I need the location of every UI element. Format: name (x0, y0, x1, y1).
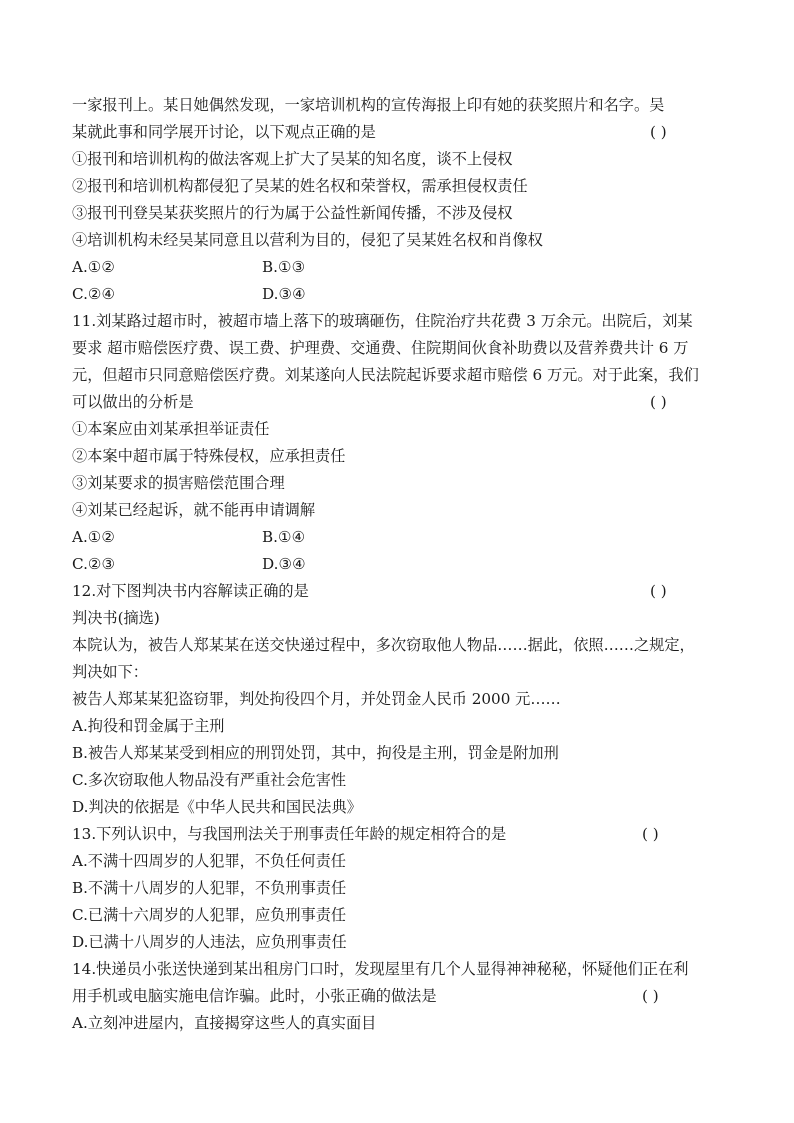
judgment-text: 本院认为，被告人郑某某在送交快递过程中，多次窃取他人物品……据此，依照……之规定， (72, 636, 695, 654)
statement-item: ②报刊和培训机构都侵犯了吴某的姓名权和荣誉权，需承担侵权责任 (72, 177, 528, 195)
option-d: D.已满十八周岁的人违法，应负刑事责任 (72, 933, 347, 951)
option-d: D.③④ (262, 285, 306, 303)
option-b: B.①④ (262, 528, 306, 546)
answer-bracket: ( ) (642, 825, 659, 843)
option-a: A.①② (72, 258, 116, 276)
option-b: B.被告人郑某某受到相应的刑罚处罚，其中，拘役是主刑，罚金是附加刑 (72, 744, 559, 762)
question-14-stem-line (72, 983, 732, 1010)
option-c: C.已满十六周岁的人犯罪，应负刑事责任 (72, 906, 347, 924)
question-13-stem-text: 13.下列认识中，与我国刑法关于刑事责任年龄的规定相符合的是 (72, 825, 507, 843)
statement-item: ④刘某已经起诉，就不能再申请调解 (72, 501, 315, 519)
answer-bracket: ( ) (650, 123, 667, 141)
option-a: A.立刻冲进屋内，直接揭穿这些人的真实面目 (72, 1014, 377, 1032)
option-row (72, 524, 732, 551)
question-11-stem-text: 可以做出的分析是 (72, 393, 194, 411)
option-row (72, 281, 732, 308)
question-11-stem-line: 要求 超市赔偿医疗费、误工费、护理费、交通费、住院期间伙食补助费以及营养费共计 6 万 (72, 339, 689, 357)
option-a: A.①② (72, 528, 116, 546)
answer-bracket: ( ) (650, 393, 667, 411)
option-c: C.②③ (72, 555, 116, 573)
question-14 (72, 956, 732, 1037)
option-b: B.①③ (262, 258, 306, 276)
judgment-text: 判决如下： (72, 663, 148, 681)
option-row (72, 254, 732, 281)
question-12 (72, 578, 732, 821)
question-13-stem-line (72, 821, 732, 848)
statement-item: ①本案应由刘某承担举证责任 (72, 420, 270, 438)
question-13 (72, 821, 732, 956)
question-14-stem-line: 14.快递员小张送快递到某出租房门口时，发现屋里有几个人显得神神秘秘，怀疑他们正在利 (72, 960, 689, 978)
exam-page (72, 92, 732, 1037)
question-11-stem-line: 11.刘某路过超市时，被超市墙上落下的玻璃砸伤，住院治疗共花费 3 万余元。出院后，刘某 (72, 312, 693, 330)
statement-item: ②本案中超市属于特殊侵权，应承担责任 (72, 447, 346, 465)
option-d: D.③④ (262, 555, 306, 573)
judgment-text: 被告人郑某某犯盗窃罪，判处拘役四个月，并处罚金人民币 2000 元…… (72, 690, 561, 708)
question-10 (72, 92, 732, 308)
statement-item: ①报刊和培训机构的做法客观上扩大了吴某的知名度，谈不上侵权 (72, 150, 513, 168)
judgment-title: 判决书(摘选) (72, 609, 160, 627)
statement-item: ③报刊刊登吴某获奖照片的行为属于公益性新闻传播，不涉及侵权 (72, 204, 513, 222)
question-10-stem-line (72, 119, 732, 146)
option-b: B.不满十八周岁的人犯罪，不负刑事责任 (72, 879, 347, 897)
option-d: D.判决的依据是《中华人民共和国民法典》 (72, 798, 362, 816)
option-c: C.②④ (72, 285, 116, 303)
question-10-stem-line: 一家报刊上。某日她偶然发现，一家培训机构的宣传海报上印有她的获奖照片和名字。吴 (72, 96, 665, 114)
question-12-stem-line (72, 578, 732, 605)
option-a: A.不满十四周岁的人犯罪，不负任何责任 (72, 852, 346, 870)
question-11-stem-line (72, 389, 732, 416)
option-row (72, 551, 732, 578)
option-a: A.拘役和罚金属于主刑 (72, 717, 225, 735)
question-11-stem-line: 元，但超市只同意赔偿医疗费。刘某遂向人民法院起诉要求超市赔偿 6 万元。对于此案，我们 (72, 366, 699, 384)
question-10-stem-text: 某就此事和同学展开讨论，以下观点正确的是 (72, 123, 376, 141)
option-c: C.多次窃取他人物品没有严重社会危害性 (72, 771, 347, 789)
statement-item: ③刘某要求的损害赔偿范围合理 (72, 474, 285, 492)
question-12-stem-text: 12.对下图判决书内容解读正确的是 (72, 582, 309, 600)
answer-bracket: ( ) (650, 582, 667, 600)
answer-bracket: ( ) (642, 987, 659, 1005)
question-11 (72, 308, 732, 578)
statement-item: ④培训机构未经吴某同意且以营利为目的，侵犯了吴某姓名权和肖像权 (72, 231, 543, 249)
question-14-stem-text: 用手机或电脑实施电信诈骗。此时，小张正确的做法是 (72, 987, 437, 1005)
